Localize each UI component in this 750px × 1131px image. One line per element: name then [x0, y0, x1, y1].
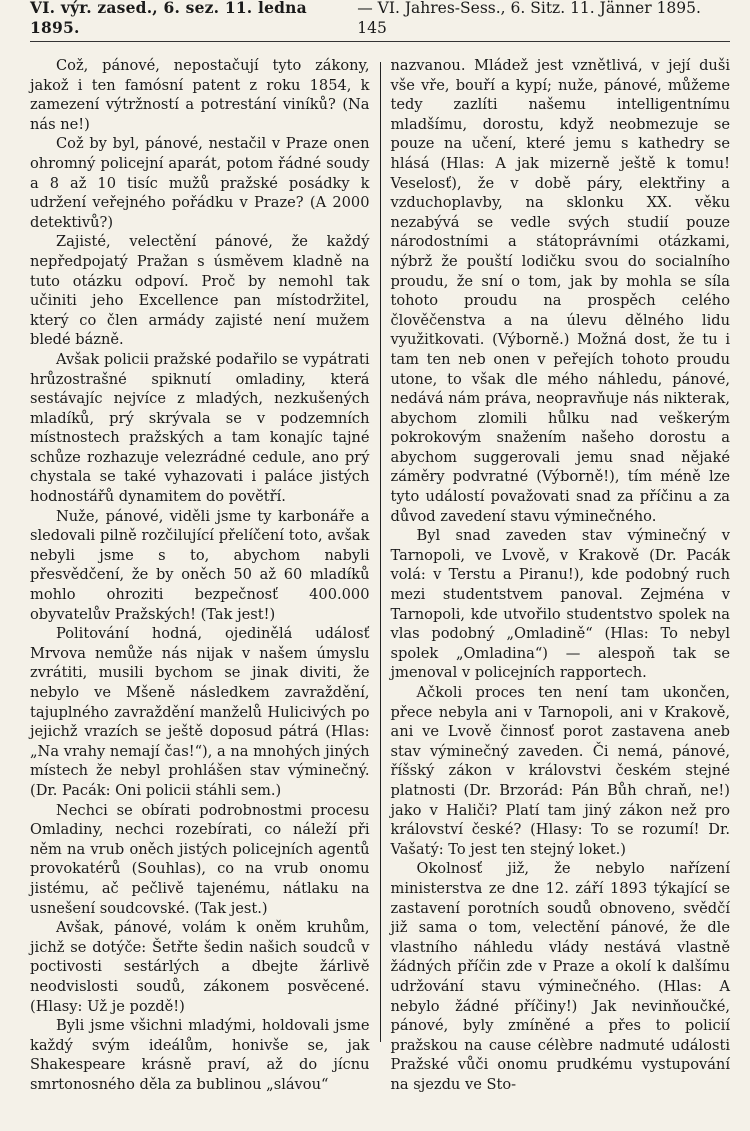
paragraph: Byl snad zaveden stav výminečný v Tarnopoli, ve Lvově, v Krakově (Dr. Pacák volá: v Terstu a Piranu!), kde podobný ruch mezi studentstvem panoval. Zejména v Tarnopoli, kde utvořilo studentstvo spolek na vlas podobný „Omladině“ (Hlas: To nebyl spolek „Omladina“) — alespoň tak se jmenoval v policejních rapportech. [390, 527, 730, 682]
paragraph: Byli jsme všichni mladými, holdovali jsme každý svým ideálům, honivše se, jak Shakespeare krásně praví, až do jícnu smrtonosného děla za bublinou „slávou“ [30, 1017, 370, 1093]
paragraph: Zajisté, velectění pánové, že každý nepředpojatý Pražan s úsměvem kladně na tuto otázku odpoví. Proč by nemohl tak učiniti jeho Excellence pan místodržitel, který co člen armády zajisté není mužem bledé bázně. [30, 233, 370, 349]
paragraph: Ačkoli proces ten není tam ukončen, přece nebyla ani v Tarnopoli, ani v Krakově, ani ve Lvově činnosť porot zastavena aneb stav výminečný zaveden. Či nemá, pánové, říšský zákon v královstvi českém stejné platnosti (Dr. Brzorád: Pán Bůh chraň, ne!) jako v Haliči? Platí tam jiný zákon než pro království české? (Hlasy: To se rozumí! Dr. Vašatý: To jest ten stejný loket.) [390, 684, 730, 858]
paragraph: Což by byl, pánové, nestačil v Praze onen ohromný policejní aparát, potom řádné soudy a 8 až 10 tisíc mužů pražské posádky k udržení veřejného pořádku v Praze? (A 2000 detektivů?) [30, 135, 370, 231]
paragraph: Což, pánové, nepostačují tyto zákony, jakož i ten famósní patent z roku 1854, k zamezení výtržností a potrestání viníků? (Na nás ne!) [30, 57, 370, 133]
paragraph: Nechci se obírati podrobnostmi procesu Omladiny, nechci rozebírati, co náleží při něm na vrub oněch jistých policejních agentů provokatérů (Souhlas), co na vrub onomu jistému, ač pečlivě tajenému, nátlaku na usnešení soudcovské. (Tak jest.) [30, 801, 370, 917]
running-header [30, 0, 730, 42]
header-right: — VI. Jahres-Sess., 6. Sitz. 11. Jänner 1895. 145 [357, 0, 701, 37]
header-left: VI. výr. zased., 6. sez. 11. ledna 1895. [30, 0, 307, 37]
text-columns [30, 56, 730, 1093]
right-column [381, 56, 731, 1093]
paragraph: Avšak policii pražské podařilo se vypátrati hrůzostrašné spiknutí omladiny, která sestávajíc nejvíce z mladých, nezkušených mladíků, prý skrývala se v podzemních místnostech pražských a tam konajíc tajné schůze rozhazuje velezrádné cedule, ano prý chystala se také vyhazovati i paláce jistých hodnostářů dynamitem do povětří. [30, 350, 370, 506]
paragraph: Avšak, pánové, volám k oněm kruhům, jichž se dotýče: Šetřte šedin našich soudců v poctivosti sestárlých a dbejte žárlivě neodvislosti soudů, zákonem posvěcené. (Hlasy: Už je pozdě!) [30, 919, 370, 1015]
paragraph: Nuže, pánové, viděli jsme ty karbonáře a sledovali pilně rozčilující přelíčení toto, avšak nebyli jsme s to, abychom nabyli přesvědčení, že by oněch 50 až 60 mladíků mohlo ohroziti bezpečnosť 400.000 obyvatelův Pražských! (Tak jest!) [30, 507, 370, 623]
left-column [30, 56, 380, 1093]
paragraph: nazvanou. Mládež jest vznětlivá, v její duši vše vře, bouří a kypí; nuže, pánové, můžeme tedy zazlíti našemu intelligentnímu mladšímu, dorostu, když neobmezuje se pouze na učení, které jemu s kathedry se hlásá (Hlas: A jak mizerně ještě k tomu! Veselosť), že v době páry, elektřiny a vzduchoplavby, na sklonku XX. věku nezabývá se vedle svých studií pouze národostními a státoprávními otázkami, nýbrž že pouští lodičku svou do socialního proudu, že sní o tom, jak by mohla se síla tohoto proudu na prospěch celého člověčenstva a na úlevu dělného lidu využitkovati. (Výborně.) Možná dost, že tu i tam ten neb onen v peřejích tohoto proudu utone, to však dle mého náhledu, pánové, nedává nám práva, neopravňuje nás nikterak, abychom zlomili hůlku nad veškerým pokrokovým snažením našeho dorostu a abychom suggerovali jemu snad nějaké záměry podvratné (Výborně!), tím méně lze tyto událostí považovati snad za příčinu a za důvod zavedení stavu výminečného. [390, 57, 730, 525]
paragraph: Politování hodná, ojedinělá událosť Mrvova nemůže nás nijak v našem úmyslu zvrátiti, musili bychom se jinak diviti, že nebylo ve Mšeně následkem zavraždění, tajuplného zavraždění manželů Hulicivých po jejichž vrazích se ještě doposud pátrá (Hlas: „Na vrahy nemají čas!“), a na mnohých jiných místech že nebyl prohlášen stav výminečný. (Dr. Pacák: Oni policii stáhli sem.) [30, 625, 370, 799]
paragraph: Okolnosť již, že nebylo nařízení ministerstva ze dne 12. září 1893 týkající se zastavení porotních soudů obnoveno, svědčí již sama o tom, velectění pánové, že dle vlastního náhledu vlády nestává vlastně žádných příčin zde v Praze a okolí k dalšímu udržování stavu výminečného. (Hlas: A nebylo žádné příčiny!) Jak nevinňoučké, pánové, byly zmíněné a přes to policií pražskou na cause célèbre nadmuté události Pražské vůči onomu prudkému vystupování na sjezdu ve Sto- [390, 860, 730, 1093]
